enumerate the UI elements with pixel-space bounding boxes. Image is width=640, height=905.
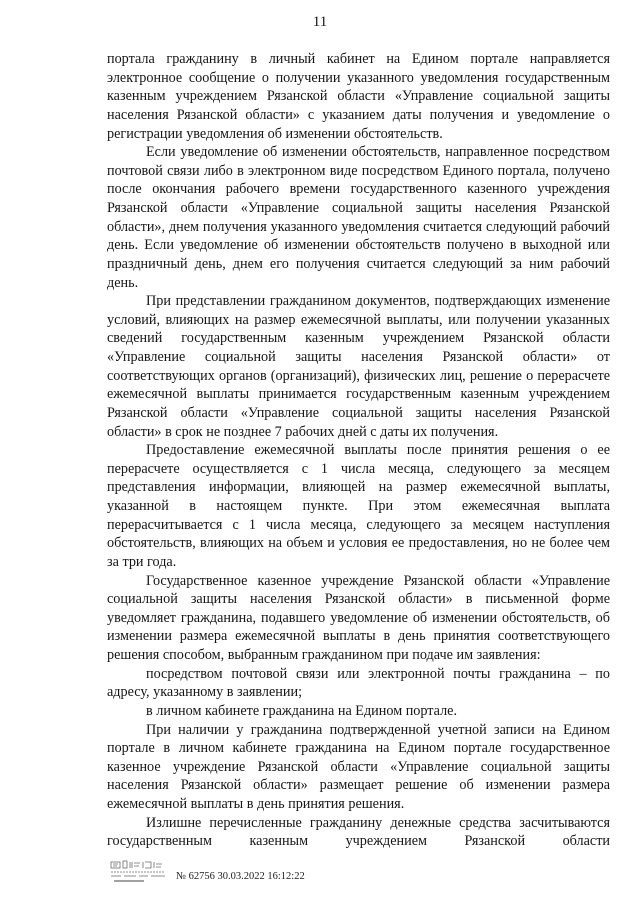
paragraph-4: Предоставление ежемесячной выплаты после принятия решения о ее перерасчете осуществляется с 1 числа месяца, следующего за месяцем представления информации, влияющей на размер ежемесячной выплаты, указанной в настоящем пункте. При этом ежемесячная выплата перерасчитывается с 1 числа месяца, следующего за месяцем наступления обстоятельств, влияющих на объем и условия ее предоставления, но не более чем за три года. [107,442,610,570]
paragraph-3: При представлении гражданином документов, подтверждающих изменение условий, влияющих на размер ежемесячной выплаты, или получении указанных сведений государственным казенным учреждением Рязанской области «Управление социальной защиты населения Рязанской области» от соответствующих органов (организаций), физических лиц, решение о перерасчете ежемесячной выплаты принимается государственным казенным учреждением Рязанской области «Управление социальной защиты населения Рязанской области» в срок не позднее 7 рабочих дней с даты их получения. [107,293,610,440]
paragraph-2: Если уведомление об изменении обстоятельств, направленное посредством почтовой связи либо в электронном виде посредством Единого портала, получено после окончания рабочего времени государственного казенного учреждения Рязанской области «Управление социальной защиты населения Рязанской области», днем получения указанного уведомления считается следующий рабочий день. Если уведомление об изменении обстоятельств получено в выходной или праздничный день, днем его получения считается следующий за ним рабочий день. [107,144,610,291]
paragraph-1: портала гражданину в личный кабинет на Едином портале направляется электронное сообщение о получении указанного уведомления государственным казенным учреждением Рязанской области «Управление социальной защиты населения Рязанской области» с указанием даты получения и уведомление о регистрации уведомления об изменении обстоятельств. [107,51,610,142]
paragraph-6: При наличии у гражданина подтвержденной учетной записи на Едином портале в личном кабинете гражданина на Едином портале государственное казенное учреждение Рязанской области «Управление социальной защиты населения Рязанской области» размещает решение об изменении размера ежемесячной выплаты в день принятия решения. [107,721,610,812]
list-item-postal: посредством почтовой связи или электронной почты гражданина – по адресу, указанному в заявлении; [107,665,610,701]
document-body [107,50,610,851]
paragraph-5: Государственное казенное учреждение Рязанской области «Управление социальной защиты населения Рязанской области» в письменной форме уведомляет гражданина, подавшего уведомление об изменении обстоятельств, об изменении размера ежемесячной выплаты в день принятия соответствующего решения способом, выбранным гражданином при подаче им заявления: [107,572,610,663]
document-id: № 62756 30.03.2022 16:12:22 [176,871,305,882]
paragraph-7: Излишне перечисленные гражданину денежные средства засчитываются государственным казенным учреждением Рязанской области [107,814,610,850]
page-number: 11 [312,14,328,30]
registration-stamp-icon [110,859,168,887]
document-footer [110,859,370,891]
list-item-cabinet: в личном кабинете гражданина на Едином портале. [146,702,458,719]
